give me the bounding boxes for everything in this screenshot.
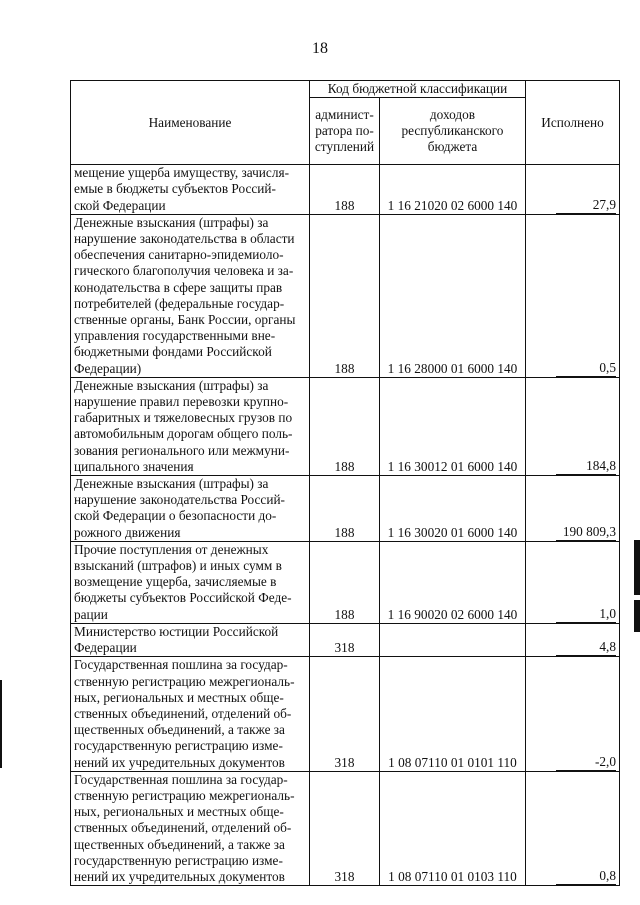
row-admin-code: 318 (310, 623, 380, 656)
row-revenue-code: 1 16 90020 02 6000 140 (380, 541, 526, 623)
row-revenue-code: 1 08 07110 01 0101 110 (380, 657, 526, 771)
row-name: Денежные взыскания (штрафы) за нарушение законодательства Россий- ской Федерации о безопасности до- рожного движения (71, 476, 310, 542)
page-number: 18 (312, 40, 328, 57)
table-row (71, 623, 620, 656)
row-name: Денежные взыскания (штрафы) за нарушение правил перевозки крупно- габаритных и тяжеловесных грузов по автомобильным дорогам общего поль- зования регионального или межмуни- ципального значения (71, 377, 310, 475)
row-name: Министерство юстиции Российской Федерации (71, 623, 310, 656)
scan-edge-mark (634, 540, 640, 595)
row-amount: 0,8 (556, 868, 616, 885)
table-row (71, 657, 620, 771)
row-admin-code: 188 (310, 476, 380, 542)
table-row (71, 377, 620, 475)
row-admin-code: 188 (310, 541, 380, 623)
row-admin-code: 188 (310, 377, 380, 475)
header-row-top (71, 81, 620, 98)
row-amount: 1,0 (556, 606, 616, 623)
row-amount: 4,8 (556, 639, 616, 656)
table-row (71, 476, 620, 542)
budget-table (70, 80, 620, 886)
table-row (71, 214, 620, 377)
scan-edge-mark (0, 680, 2, 768)
row-admin-code: 188 (310, 214, 380, 377)
row-revenue-code: 1 16 28000 01 6000 140 (380, 214, 526, 377)
row-revenue-code: 1 16 30020 01 6000 140 (380, 476, 526, 542)
row-name: Государственная пошлина за государ- ственную регистрацию межрегиональ- ных, региональных и местных обще- ственных объединений, отделений об- щественных объединений, а также за государственную регистрацию изме- нений их учредительных документов (71, 657, 310, 771)
row-revenue-code: 1 08 07110 01 0103 110 (380, 771, 526, 885)
row-revenue-code: 1 16 30012 01 6000 140 (380, 377, 526, 475)
table-row (71, 165, 620, 215)
header-name: Наименование (71, 81, 310, 165)
row-admin-code: 318 (310, 657, 380, 771)
table-row (71, 771, 620, 885)
row-name: Денежные взыскания (штрафы) за нарушение законодательства в области обеспечения санитарно-эпидемиоло- гического благополучия человека и за- конодательства в сфере защиты прав потребителей (федеральные государ- ственные органы, Банк России, органы управления государственными вне- бюджетными фондами Российской Федерации) (71, 214, 310, 377)
header-revenue: доходов республиканского бюджета (380, 98, 526, 165)
row-name: Государственная пошлина за государ- ственную регистрацию межрегиональ- ных, региональных и местных обще- ственных объединений, отделений об- щественных объединений, а также за государственную регистрацию изме- нений их учредительных документов (71, 771, 310, 885)
row-revenue-code: 1 16 21020 02 6000 140 (380, 165, 526, 215)
row-amount: 184,8 (556, 458, 616, 475)
row-admin-code: 318 (310, 771, 380, 885)
row-name: мещение ущерба имуществу, зачисля- емые в бюджеты субъектов Россий- ской Федерации (71, 165, 310, 215)
scan-edge-mark (634, 600, 640, 632)
row-amount: 0,5 (556, 360, 616, 377)
row-amount: -2,0 (556, 754, 616, 771)
header-admin: админист- ратора по- ступлений (310, 98, 380, 165)
header-budget-classification: Код бюджетной классификации (310, 81, 526, 98)
row-revenue-code (380, 623, 526, 656)
table-row (71, 541, 620, 623)
header-executed: Исполнено (526, 81, 620, 165)
row-amount: 190 809,3 (556, 524, 616, 541)
row-amount: 27,9 (556, 197, 616, 214)
row-admin-code: 188 (310, 165, 380, 215)
row-name: Прочие поступления от денежных взысканий (штрафов) и иных сумм в возмещение ущерба, зачисляемые в бюджеты субъектов Российской Феде- рации (71, 541, 310, 623)
